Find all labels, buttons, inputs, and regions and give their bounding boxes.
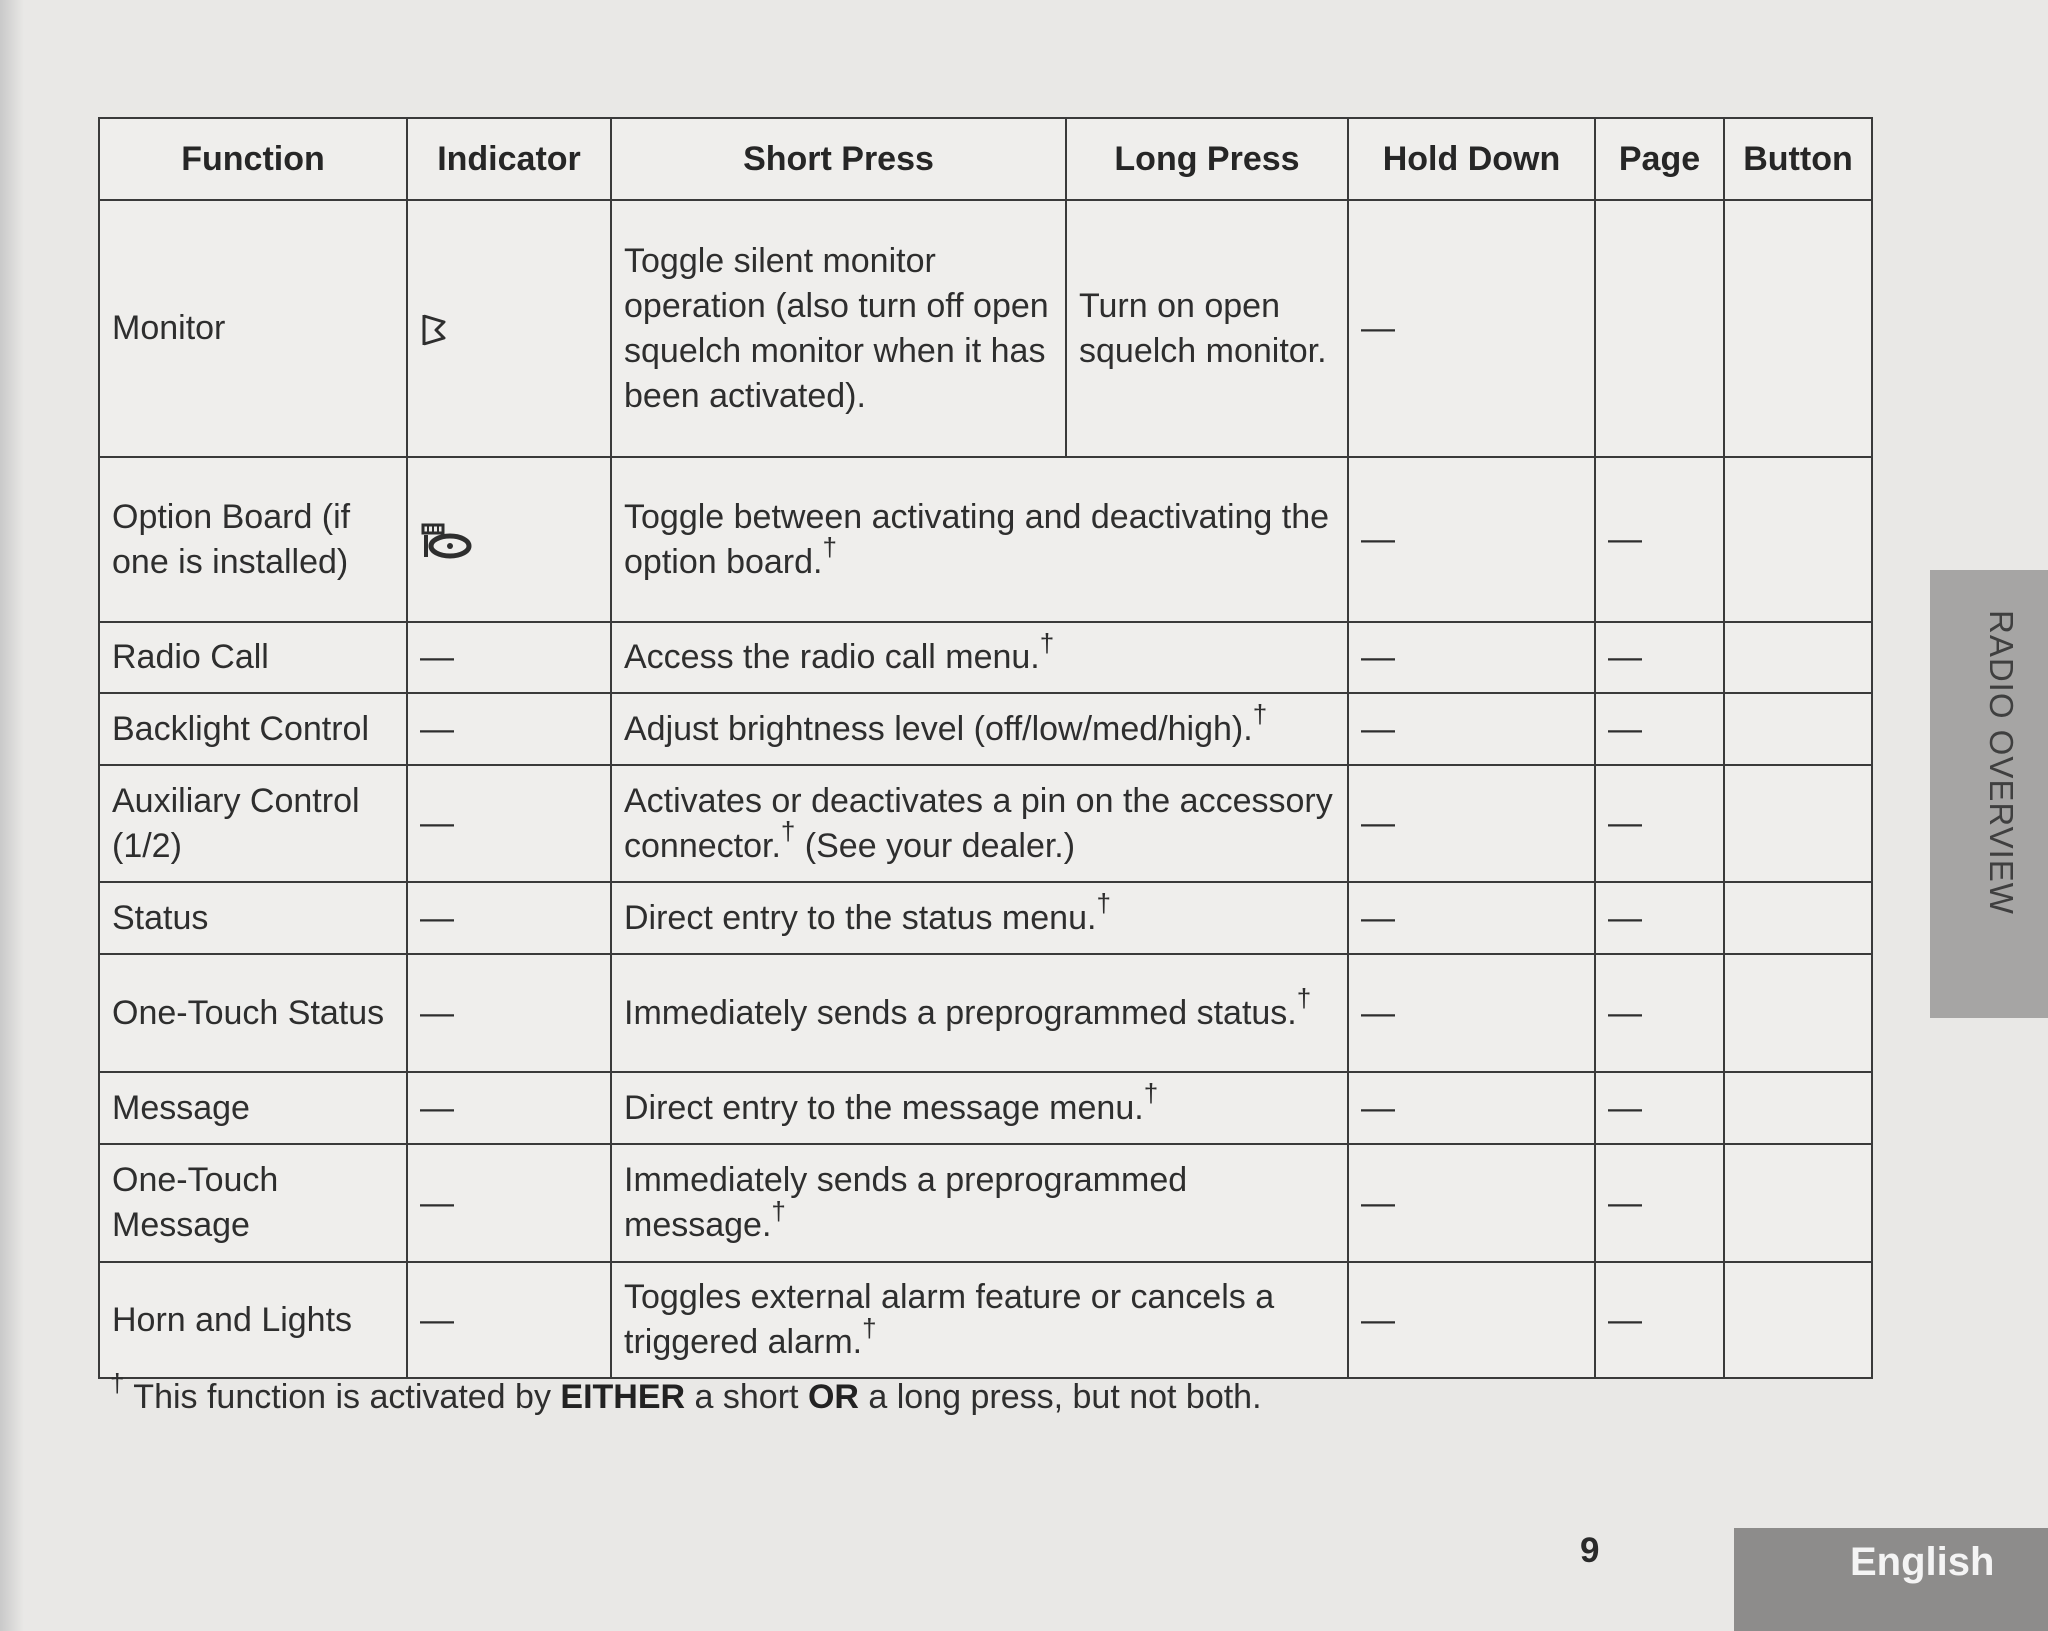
- function-cell: Auxiliary Control (1/2): [99, 765, 407, 882]
- hold-down-cell: —: [1348, 200, 1595, 457]
- table-row: [99, 457, 1872, 622]
- monitor-speaker-icon: [420, 309, 450, 347]
- footnote-either: EITHER: [560, 1378, 686, 1416]
- table-row: [99, 954, 1872, 1072]
- button-cell: [1724, 200, 1872, 457]
- section-side-tab-label: RADIO OVERVIEW: [1983, 610, 2020, 915]
- header-hold-down: Hold Down: [1348, 118, 1595, 200]
- button-cell: [1724, 765, 1872, 882]
- page-cell: —: [1595, 1262, 1724, 1378]
- function-cell: Option Board (if one is installed): [99, 457, 407, 622]
- dagger-mark: †: [822, 532, 837, 563]
- hold-down-cell: —: [1348, 457, 1595, 622]
- short-long-press-cell: Toggle between activating and deactivating the option board.†: [611, 457, 1348, 622]
- dagger-mark: †: [771, 1195, 786, 1226]
- dagger-mark: †: [1252, 699, 1268, 730]
- indicator-cell: —: [407, 765, 611, 882]
- indicator-cell: [407, 457, 611, 622]
- button-cell: [1724, 1072, 1872, 1144]
- function-cell: One-Touch Status: [99, 954, 407, 1072]
- function-cell: Status: [99, 882, 407, 954]
- indicator-cell: —: [407, 1072, 611, 1144]
- page-cell: —: [1595, 693, 1724, 765]
- table-row: [99, 693, 1872, 765]
- button-cell: [1724, 457, 1872, 622]
- indicator-cell: —: [407, 622, 611, 693]
- page-binding-shadow: [0, 0, 24, 1631]
- button-cell: [1724, 693, 1872, 765]
- short-long-press-cell: Activates or deactivates a pin on the accessory connector.† (See your dealer.): [611, 765, 1348, 882]
- page-cell: —: [1595, 1072, 1724, 1144]
- table-row: [99, 622, 1872, 693]
- table-row: [99, 882, 1872, 954]
- page-cell: [1595, 200, 1724, 457]
- short-long-press-cell: Adjust brightness level (off/low/med/high).†: [611, 693, 1348, 765]
- table-footnote: † This function is activated by EITHER a short OR a long press, but not both.: [110, 1367, 1262, 1416]
- header-short-press: Short Press: [611, 118, 1066, 200]
- short-long-press-cell: Access the radio call menu.†: [611, 622, 1348, 693]
- dagger-mark: †: [862, 1312, 877, 1343]
- button-cell: [1724, 1144, 1872, 1262]
- table-header-row: [99, 118, 1872, 200]
- indicator-cell: —: [407, 1262, 611, 1378]
- function-cell: Message: [99, 1072, 407, 1144]
- dagger-mark: †: [780, 816, 796, 847]
- option-board-icon: [420, 520, 476, 558]
- header-button: Button: [1724, 118, 1872, 200]
- table-row: [99, 200, 1872, 457]
- function-cell: Horn and Lights: [99, 1262, 407, 1378]
- function-table: [98, 117, 1873, 1379]
- header-function: Function: [99, 118, 407, 200]
- page-cell: —: [1595, 882, 1724, 954]
- dagger-mark: †: [1296, 983, 1312, 1014]
- indicator-cell: [407, 200, 611, 457]
- long-press-cell: Turn on open squelch monitor.: [1066, 200, 1348, 457]
- footnote-dagger: †: [110, 1367, 125, 1398]
- button-cell: [1724, 622, 1872, 693]
- dagger-mark: †: [1039, 627, 1055, 658]
- hold-down-cell: —: [1348, 765, 1595, 882]
- page-number: 9: [1580, 1531, 1600, 1570]
- hold-down-cell: —: [1348, 1144, 1595, 1262]
- page-cell: —: [1595, 1144, 1724, 1262]
- table-row: [99, 1262, 1872, 1378]
- hold-down-cell: —: [1348, 1262, 1595, 1378]
- indicator-cell: —: [407, 693, 611, 765]
- page-cell: —: [1595, 457, 1724, 622]
- hold-down-cell: —: [1348, 693, 1595, 765]
- short-press-cell: Toggle silent monitor operation (also turn off open squelch monitor when it has been activated).: [611, 200, 1066, 457]
- table-row: [99, 765, 1872, 882]
- indicator-cell: —: [407, 1144, 611, 1262]
- button-cell: [1724, 882, 1872, 954]
- function-cell: One-Touch Message: [99, 1144, 407, 1262]
- short-long-press-cell: Direct entry to the message menu.†: [611, 1072, 1348, 1144]
- header-long-press: Long Press: [1066, 118, 1348, 200]
- footnote-or: OR: [807, 1378, 859, 1416]
- dagger-mark: †: [1143, 1078, 1159, 1109]
- function-cell: Monitor: [99, 200, 407, 457]
- dagger-mark: †: [1096, 888, 1111, 919]
- short-long-press-cell: Direct entry to the status menu.†: [611, 882, 1348, 954]
- page-cell: —: [1595, 954, 1724, 1072]
- button-cell: [1724, 1262, 1872, 1378]
- indicator-cell: —: [407, 882, 611, 954]
- header-page: Page: [1595, 118, 1724, 200]
- hold-down-cell: —: [1348, 954, 1595, 1072]
- language-tab-label: English: [1850, 1540, 1995, 1584]
- function-cell: Backlight Control: [99, 693, 407, 765]
- hold-down-cell: —: [1348, 1072, 1595, 1144]
- hold-down-cell: —: [1348, 622, 1595, 693]
- table-row: [99, 1072, 1872, 1144]
- page-cell: —: [1595, 765, 1724, 882]
- short-long-press-cell: Immediately sends a preprogrammed status.†: [611, 954, 1348, 1072]
- short-long-press-cell: Immediately sends a preprogrammed message.†: [611, 1144, 1348, 1262]
- short-long-press-cell: Toggles external alarm feature or cancels a triggered alarm.†: [611, 1262, 1348, 1378]
- button-cell: [1724, 954, 1872, 1072]
- page-cell: —: [1595, 622, 1724, 693]
- function-cell: Radio Call: [99, 622, 407, 693]
- table-row: [99, 1144, 1872, 1262]
- header-indicator: Indicator: [407, 118, 611, 200]
- hold-down-cell: —: [1348, 882, 1595, 954]
- indicator-cell: —: [407, 954, 611, 1072]
